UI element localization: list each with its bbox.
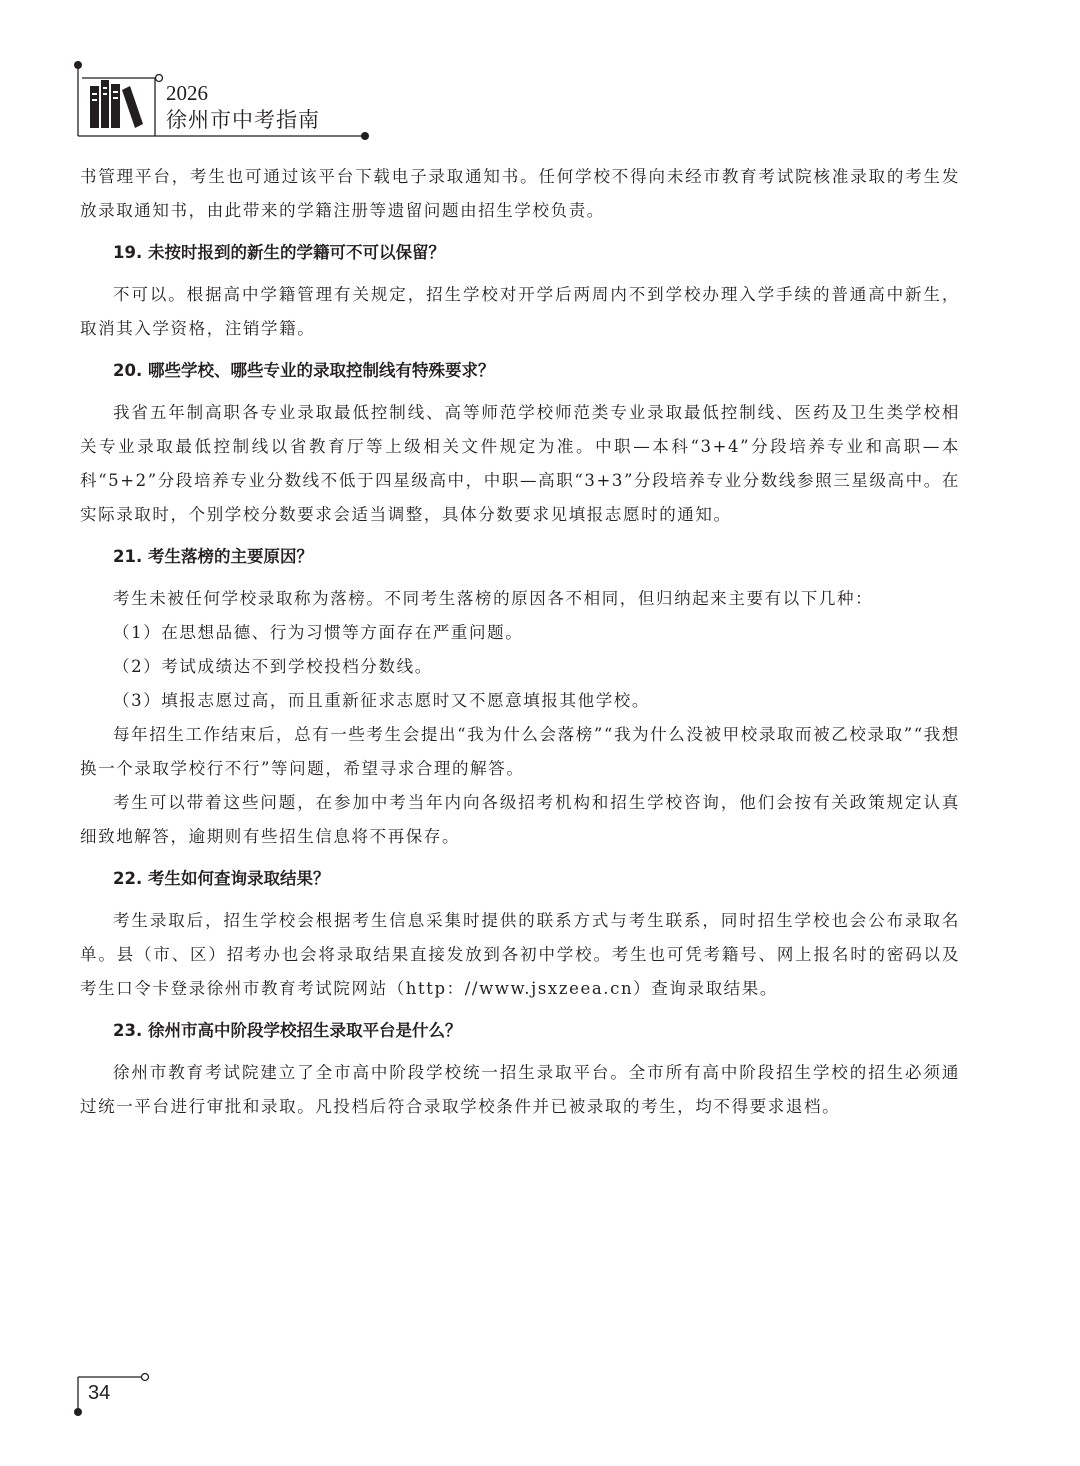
page-header [0,0,1080,150]
page-footer [0,1360,1080,1440]
question-heading: 19. 未按时报到的新生的学籍可不可以保留？ [113,243,445,262]
books-icon [90,80,143,128]
question-heading: 23. 徐州市高中阶段学校招生录取平台是什么？ [113,1021,462,1040]
question-heading: 21. 考生落榜的主要原因？ [113,547,313,566]
body-paragraph: 考生录取后，招生学校会根据考生信息采集时提供的联系方式与考生联系，同时招生学校也会公布录取名单。县（市、区）招考办也会将录取结果直接发放到各初中学校。考生也可凭考籍号、网上报名时的密码以及考生口令卡登录徐州市教育考试院网站（http：//www.jsxzeea.cn）查询录取结果。 [80,911,960,998]
question-heading: 20. 哪些学校、哪些专业的录取控制线有特殊要求？ [113,361,495,380]
body-paragraph: 考生未被任何学校录取称为落榜。不同考生落榜的原因各不相同，但归纳起来主要有以下几种： [113,589,874,608]
header-title: 徐州市中考指南 [166,108,320,132]
header-year: 2026 [166,81,208,105]
body-paragraph: 每年招生工作结束后，总有一些考生会提出“我为什么会落榜”“我为什么没被甲校录取而被乙校录取”“我想换一个录取学校行不行”等问题，希望寻求合理的解答。 [80,725,960,778]
body-paragraph: 不可以。根据高中学籍管理有关规定，招生学校对开学后两周内不到学校办理入学手续的普通高中新生，取消其入学资格，注销学籍。 [80,285,960,338]
body-paragraph: 书管理平台，考生也可通过该平台下载电子录取通知书。任何学校不得向未经市教育考试院核准录取的考生发放录取通知书，由此带来的学籍注册等遗留问题由招生学校负责。 [80,167,960,220]
question-heading: 22. 考生如何查询录取结果？ [113,869,330,888]
body-paragraph: （1）在思想品德、行为习惯等方面存在严重问题。 [113,623,524,642]
body-paragraph: 我省五年制高职各专业录取最低控制线、高等师范学校师范类专业录取最低控制线、医药及卫生类学校相关专业录取最低控制线以省教育厅等上级相关文件规定为准。中职—本科“3+4”分段培养专业和高职—本科“5+2”分段培养专业分数线不低于四星级高中，中职—高职“3+3”分段培养专业分数线参照三星级高中。在实际录取时，个别学校分数要求会适当调整，具体分数要求见填报志愿时的通知。 [80,403,960,524]
body-paragraph: 考生可以带着这些问题，在参加中考当年内向各级招考机构和招生学校咨询，他们会按有关政策规定认真细致地解答，逾期则有些招生信息将不再保存。 [80,793,960,846]
page-number: 34 [88,1382,111,1404]
page-content [80,160,960,1124]
body-paragraph: 徐州市教育考试院建立了全市高中阶段学校统一招生录取平台。全市所有高中阶段招生学校的招生必须通过统一平台进行审批和录取。凡投档后符合录取学校条件并已被录取的考生，均不得要求退档。 [80,1063,960,1116]
body-paragraph: （2）考试成绩达不到学校投档分数线。 [113,657,433,676]
body-paragraph: （3）填报志愿过高，而且重新征求志愿时又不愿意填报其他学校。 [113,691,650,710]
